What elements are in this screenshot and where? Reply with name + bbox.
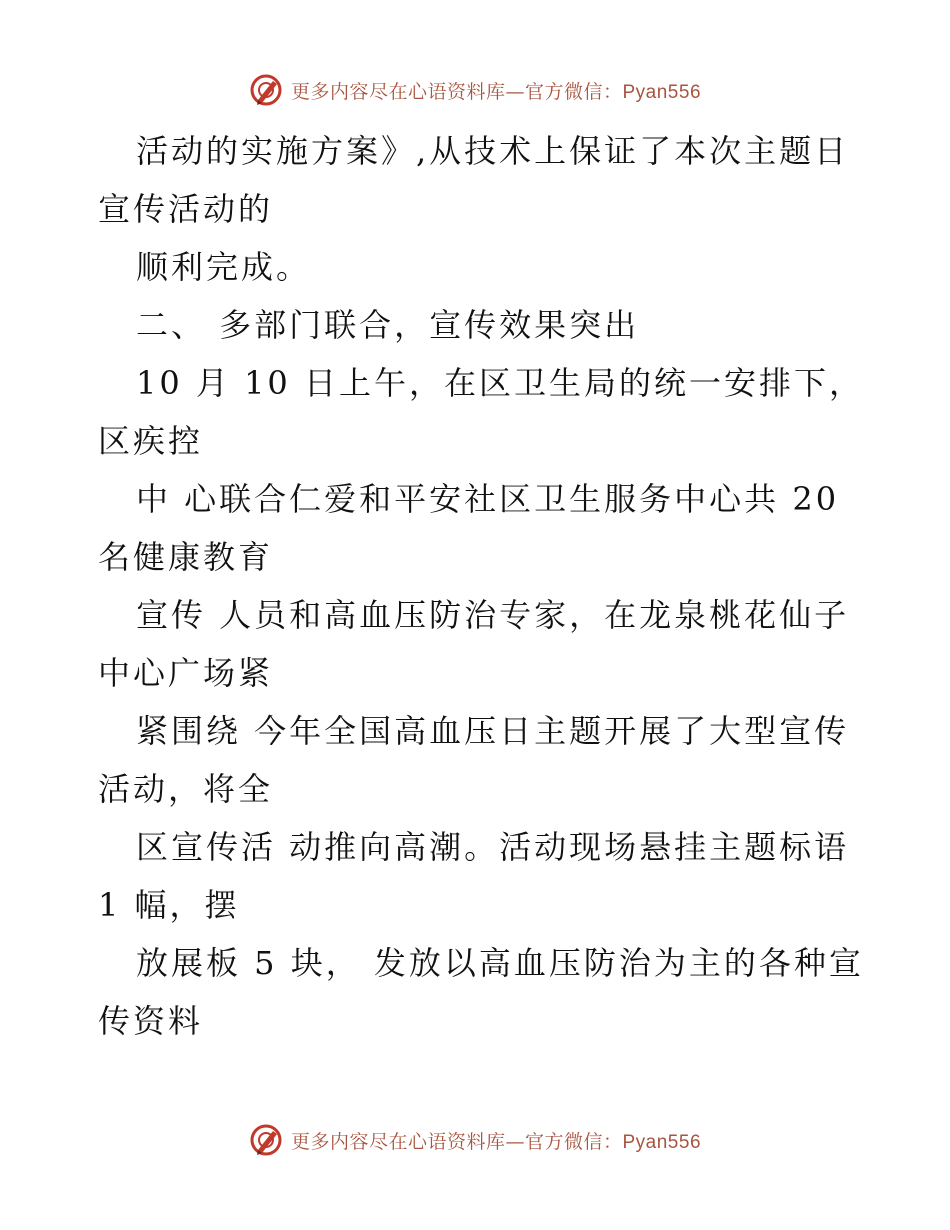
body-line: 1 幅，摆: [98, 886, 240, 924]
footer-wechat-id: Pyan556: [622, 1131, 702, 1153]
pen-logo-icon: [249, 73, 283, 107]
body-line: 放展板 5 块， 发放以高血压防治为主的各种宣: [136, 944, 864, 982]
pen-logo-icon: [249, 1123, 283, 1157]
body-line: 宣传活动的: [98, 190, 274, 228]
body-line: 10 月 10 日上午，在区卫生局的统一安排下，: [136, 364, 864, 402]
body-line: 名健康教育: [98, 538, 274, 576]
body-line: 顺利完成。: [136, 248, 312, 286]
body-line: 宣传 人员和高血压防治专家，在龙泉桃花仙子: [136, 596, 850, 634]
body-line: 中心广场紧: [98, 654, 274, 692]
body-line: 活动的实施方案》,从技术上保证了本次主题日: [136, 132, 850, 170]
document-body: [98, 122, 878, 1050]
body-line: 活动，将全: [98, 770, 274, 808]
body-line: 区疾控: [98, 422, 204, 460]
header-banner-text: 更多内容尽在心语资料库—官方微信：Pyan556: [290, 80, 702, 103]
header-banner: [0, 70, 950, 110]
body-line: 区宣传活 动推向高潮。活动现场悬挂主题标语: [136, 828, 850, 866]
header-wechat-id: Pyan556: [622, 81, 702, 103]
body-line: 中 心联合仁爱和平安社区卫生服务中心共 20: [136, 480, 840, 518]
footer-banner-text: 更多内容尽在心语资料库—官方微信：Pyan556: [290, 1130, 702, 1153]
body-line: 紧围绕 今年全国高血压日主题开展了大型宣传: [136, 712, 850, 750]
section-heading: 二、 多部门联合，宣传效果突出: [136, 306, 640, 344]
footer-banner: [0, 1120, 950, 1160]
body-line: 传资料: [98, 1002, 204, 1040]
